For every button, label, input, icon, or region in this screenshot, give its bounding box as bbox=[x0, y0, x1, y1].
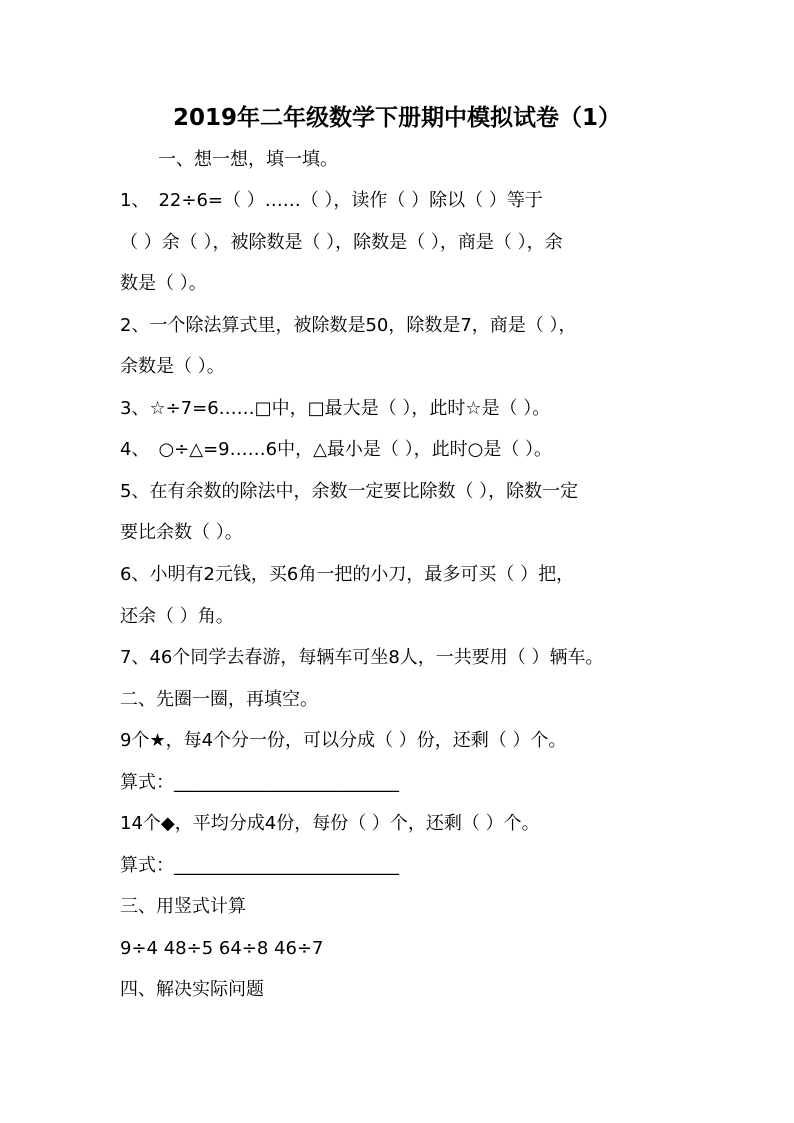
section-1-heading: 一、想一想，填一填。 bbox=[158, 149, 338, 170]
diamond-question: 14个◆，平均分成4份，每份（ ）个，还剩（ ）个。 bbox=[120, 813, 540, 834]
question-4: 4、 ○÷△=9……6中，△最小是（ ），此时○是（ ）。 bbox=[120, 439, 553, 460]
section-4-heading: 四、解决实际问题 bbox=[120, 979, 264, 1000]
question-7: 7、46个同学去春游，每辆车可坐8人，一共要用（ ）辆车。 bbox=[120, 647, 604, 668]
question-6-line-2: 还余（ ）角。 bbox=[120, 606, 234, 627]
vertical-calculation-items: 9÷4 48÷5 64÷8 46÷7 bbox=[120, 938, 324, 959]
question-6-line-1: 6、小明有2元钱，买6角一把的小刀，最多可买（ ）把， bbox=[120, 564, 575, 585]
question-1-line-2: （ ）余（ ），被除数是（ ），除数是（ ），商是（ ），余 bbox=[120, 232, 563, 253]
question-1-line-1: 1、 22÷6=（ ）……（ ），读作（ ）除以（ ）等于 bbox=[120, 190, 543, 211]
star-formula-line: 算式：_________________________ bbox=[120, 772, 399, 793]
exam-title: 2019年二年级数学下册期中模拟试卷（1） bbox=[172, 105, 622, 131]
question-1-line-3: 数是（ ）。 bbox=[120, 273, 207, 294]
section-2-heading: 二、先圈一圈，再填空。 bbox=[120, 689, 318, 710]
question-5-line-1: 5、在有余数的除法中，余数一定要比除数（ ），除数一定 bbox=[120, 481, 579, 502]
question-2-line-2: 余数是（ ）。 bbox=[120, 356, 225, 377]
question-2-line-1: 2、一个除法算式里，被除数是50，除数是7，商是（ ）， bbox=[120, 315, 577, 336]
diamond-formula-line: 算式：_________________________ bbox=[120, 855, 399, 876]
section-3-heading: 三、用竖式计算 bbox=[120, 896, 246, 917]
question-3: 3、☆÷7=6……□中，□最大是（ ），此时☆是（ ）。 bbox=[120, 398, 551, 419]
star-question: 9个★，每4个分一份，可以分成（ ）份，还剩（ ）个。 bbox=[120, 730, 567, 751]
question-5-line-2: 要比余数（ ）。 bbox=[120, 522, 243, 543]
